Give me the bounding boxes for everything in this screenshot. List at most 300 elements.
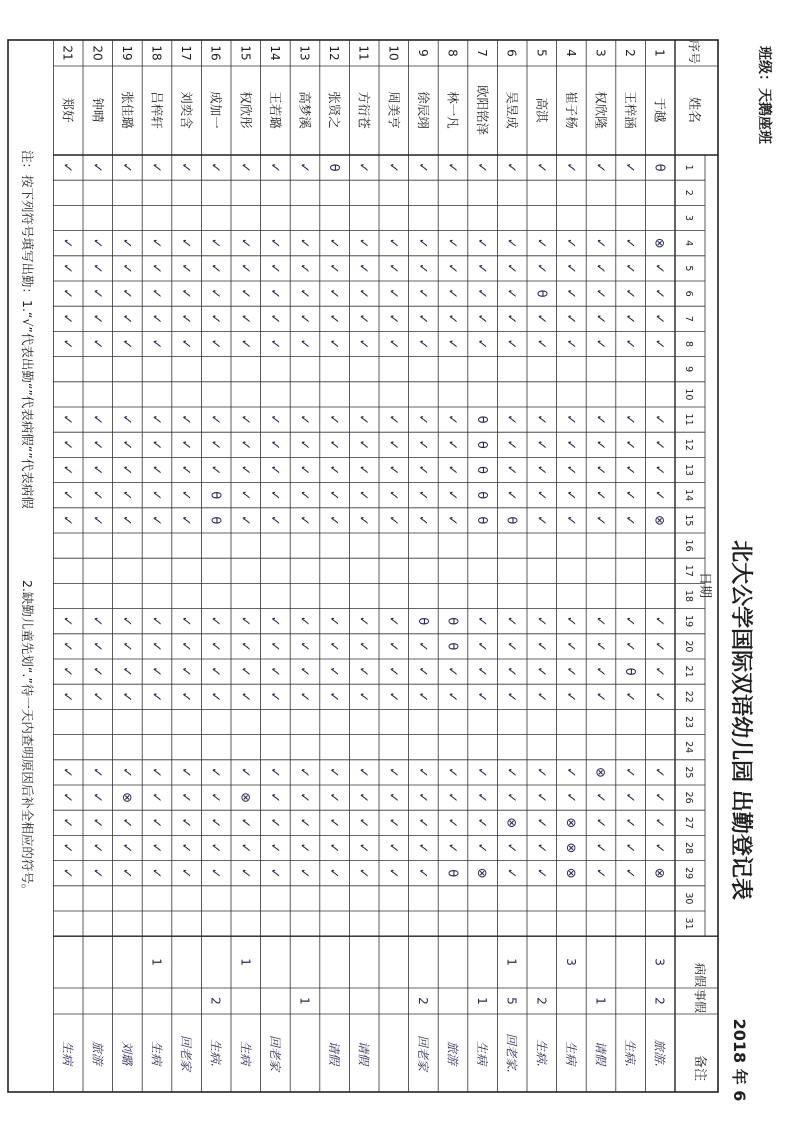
attendance-mark: ✓ [474,666,490,678]
attendance-mark: ✓ [385,464,401,476]
row-number: 14 [267,45,282,61]
attendance-mark: ✓ [592,666,608,678]
attendance-mark: ✓ [355,691,371,703]
attendance-mark: ✓ [207,288,223,300]
attendance-mark: ✓ [385,489,401,501]
attendance-mark: ✓ [89,464,105,476]
attendance-mark: ✓ [118,514,134,526]
attendance-mark: ✓ [355,262,371,274]
attendance-mark: ✓ [592,439,608,451]
attendance-mark: ✓ [562,666,578,678]
attendance-mark: ✓ [355,615,371,627]
attendance-mark: ✓ [326,313,342,325]
attendance-mark: ✓ [237,489,253,501]
attendance-mark: ✓ [355,162,371,174]
attendance-mark: ✓ [148,489,164,501]
attendance-mark: ✓ [355,640,371,652]
day-number: 19 [683,615,694,628]
day-number: 28 [683,841,694,855]
attendance-mark: ✓ [503,792,519,804]
attendance-mark: ✓ [296,666,312,678]
attendance-mark: ✓ [533,666,549,678]
attendance-mark: ✓ [266,615,282,627]
student-name: 郑好 [60,97,76,123]
day-number: 16 [683,539,694,552]
attendance-mark: ✓ [326,414,342,426]
attendance-mark: ⊗ [562,867,578,879]
attendance-mark: θ [326,163,342,172]
attendance-mark: ✓ [178,262,194,274]
attendance-mark: θ [503,516,519,525]
attendance-mark: ✓ [118,338,134,350]
remark-text: 生病. [208,1039,223,1067]
attendance-mark: ✓ [118,262,134,274]
attendance-mark: ✓ [148,262,164,274]
attendance-mark: ✓ [59,489,75,501]
row-number: 19 [119,45,134,61]
day-number: 9 [683,366,694,373]
attendance-mark: ✓ [89,313,105,325]
attendance-mark: ✓ [89,842,105,854]
attendance-mark: ✓ [474,691,490,703]
attendance-mark: ✓ [503,338,519,350]
attendance-mark: ✓ [118,288,134,300]
attendance-mark: ✓ [148,691,164,703]
attendance-mark: ✓ [414,338,430,350]
attendance-mark: ✓ [444,666,460,678]
attendance-mark: ✓ [385,162,401,174]
attendance-mark: ✓ [59,237,75,249]
attendance-mark: ✓ [503,288,519,300]
attendance-mark: ✓ [622,489,638,501]
attendance-mark: ✓ [266,439,282,451]
attendance-mark: ✓ [296,867,312,879]
attendance-mark: ✓ [651,464,667,476]
attendance-mark: ✓ [414,439,430,451]
student-name: 徐辰翊 [415,91,431,129]
table-row [267,45,283,1073]
attendance-mark: θ [474,415,490,424]
attendance-mark: ✓ [444,489,460,501]
attendance-mark: ✓ [592,262,608,274]
attendance-mark: ✓ [444,514,460,526]
attendance-mark: ✓ [533,313,549,325]
attendance-mark: ⊗ [651,867,667,879]
day-number: 10 [683,388,694,401]
row-number: 4 [563,49,578,57]
row-number: 12 [327,45,342,61]
attendance-mark: ✓ [296,489,312,501]
attendance-mark: ⊗ [651,237,667,249]
attendance-mark: ✓ [207,867,223,879]
attendance-mark: ✓ [385,817,401,829]
attendance-mark: ✓ [533,640,549,652]
attendance-mark: ✓ [118,666,134,678]
attendance-mark: ✓ [414,237,430,249]
attendance-mark: ✓ [622,842,638,854]
attendance-mark: ✓ [444,439,460,451]
attendance-mark: ✓ [414,288,430,300]
attendance-mark: ✓ [296,288,312,300]
attendance-mark: ✓ [266,237,282,249]
attendance-mark: ✓ [355,817,371,829]
class-label: 班级：天鹅座班 [756,46,772,144]
attendance-mark: ✓ [296,162,312,174]
attendance-mark: ✓ [266,414,282,426]
attendance-mark: ✓ [266,691,282,703]
attendance-mark: ✓ [266,313,282,325]
attendance-mark: ✓ [89,691,105,703]
attendance-mark: ✓ [355,792,371,804]
attendance-mark: ✓ [207,313,223,325]
table-row [356,45,372,1067]
attendance-mark: ✓ [266,262,282,274]
table-row [326,45,342,1067]
attendance-mark: ✓ [355,414,371,426]
row-number: 21 [60,45,75,61]
row-number: 3 [593,49,608,57]
attendance-mark: ✓ [178,162,194,174]
attendance-mark: ✓ [178,464,194,476]
attendance-mark: ✓ [266,288,282,300]
attendance-mark: ✓ [651,338,667,350]
attendance-mark: ✓ [237,313,253,325]
attendance-mark: ✓ [59,766,75,778]
student-name: 周美亨 [386,91,402,129]
student-name: 刘奕含 [179,91,195,129]
attendance-mark: ✓ [444,792,460,804]
student-name: 高梦溪 [297,91,313,129]
attendance-mark: ✓ [592,489,608,501]
remark-text: 生病 [60,1040,75,1066]
attendance-mark: ✓ [237,338,253,350]
attendance-mark: ✓ [503,313,519,325]
attendance-mark: ✓ [237,439,253,451]
attendance-mark: ✓ [622,237,638,249]
row-number: 6 [504,49,519,57]
personal-leave-count: 2 [652,997,667,1005]
student-name: 吴昱成 [504,91,520,129]
attendance-mark: θ [444,642,460,651]
attendance-mark: ✓ [266,162,282,174]
attendance-mark: ✓ [562,640,578,652]
remark-text: 生病. [623,1039,638,1067]
attendance-mark: ✓ [178,414,194,426]
personal-leave-count: 1 [593,997,608,1005]
attendance-mark: ✓ [118,439,134,451]
table-row [237,45,253,1067]
attendance-mark: ✓ [622,867,638,879]
sick-leave-count: 1 [238,958,253,966]
attendance-mark: ✓ [385,288,401,300]
attendance-mark: ✓ [592,867,608,879]
attendance-mark: ✓ [503,640,519,652]
attendance-mark: ✓ [503,766,519,778]
attendance-mark: ✓ [118,817,134,829]
attendance-mark: ✓ [414,464,430,476]
attendance-mark: ✓ [444,464,460,476]
attendance-mark: ✓ [651,842,667,854]
attendance-mark: ✓ [326,766,342,778]
attendance-mark: θ [414,617,430,626]
attendance-mark: ✓ [622,262,638,274]
sheet-title: 北大公学国际双语幼儿园 出勤登记表 [728,540,753,900]
attendance-mark: ✓ [59,288,75,300]
attendance-mark: ✓ [385,414,401,426]
attendance-mark: ✓ [385,615,401,627]
attendance-mark: ✓ [355,464,371,476]
attendance-mark: ✓ [385,514,401,526]
attendance-mark: ✓ [266,666,282,678]
day-number: 1 [683,164,694,171]
attendance-mark: ⊗ [651,514,667,526]
attendance-mark: ✓ [385,792,401,804]
header-remark: 备注 [692,1054,707,1082]
row-number: 5 [534,49,549,57]
attendance-mark: ✓ [178,666,194,678]
attendance-mark: ✓ [296,691,312,703]
attendance-mark: ✓ [444,766,460,778]
attendance-mark: ✓ [444,162,460,174]
attendance-mark: ✓ [178,817,194,829]
attendance-mark: ✓ [592,615,608,627]
attendance-mark: ✓ [414,313,430,325]
table-row [415,49,431,1073]
attendance-mark: ✓ [651,615,667,627]
attendance-mark: ✓ [622,439,638,451]
attendance-mark: ⊗ [118,792,134,804]
student-name: 王若璐 [267,91,283,129]
attendance-mark: ✓ [118,237,134,249]
attendance-mark: ✓ [296,615,312,627]
attendance-mark: ✓ [592,817,608,829]
attendance-mark: ✓ [651,640,667,652]
attendance-mark: ✓ [148,464,164,476]
attendance-mark: ✓ [148,817,164,829]
attendance-mark: ✓ [622,464,638,476]
attendance-mark: ✓ [562,489,578,501]
row-number: 17 [179,45,194,61]
attendance-mark: ✓ [59,842,75,854]
remark-text: 请假 [593,1040,608,1066]
remark-text: 旅游 [445,1040,460,1066]
attendance-mark: ✓ [533,237,549,249]
attendance-mark: ✓ [148,414,164,426]
remark-text: 旅游. [652,1039,667,1067]
attendance-mark: ✓ [178,640,194,652]
attendance-mark: ✓ [592,313,608,325]
attendance-mark: ✓ [355,514,371,526]
day-number: 8 [683,340,694,348]
attendance-mark: ✓ [326,338,342,350]
attendance-mark: ✓ [622,766,638,778]
attendance-mark: ✓ [651,262,667,274]
attendance-mark: ✓ [355,338,371,350]
attendance-mark: ✓ [178,237,194,249]
attendance-mark: ✓ [326,792,342,804]
attendance-mark: ✓ [474,842,490,854]
attendance-mark: ✓ [474,338,490,350]
attendance-mark: ✓ [355,489,371,501]
attendance-mark: ✓ [385,867,401,879]
attendance-mark: ✓ [237,414,253,426]
attendance-mark: ✓ [474,237,490,249]
attendance-mark: θ [622,667,638,676]
attendance-mark: ✓ [385,691,401,703]
attendance-mark: ✓ [533,792,549,804]
attendance-mark: ✓ [326,237,342,249]
attendance-mark: ✓ [296,766,312,778]
attendance-mark: ⊗ [237,792,253,804]
attendance-mark: ✓ [651,313,667,325]
day-number: 11 [683,413,694,426]
attendance-mark: ✓ [326,439,342,451]
attendance-mark: ✓ [237,288,253,300]
attendance-mark: ⊗ [474,867,490,879]
attendance-mark: ✓ [533,489,549,501]
attendance-mark: ✓ [592,414,608,426]
student-name: 于越 [652,97,668,123]
attendance-mark: ✓ [622,162,638,174]
personal-leave-count: 2 [534,997,549,1005]
day-number-row [683,165,694,930]
attendance-mark: ✓ [207,237,223,249]
student-name: 吕梓轩 [149,91,165,129]
attendance-mark: ✓ [474,615,490,627]
attendance-mark: ✓ [592,288,608,300]
day-number: 20 [683,640,694,653]
student-rows [60,45,668,1073]
attendance-mark: ✓ [355,288,371,300]
attendance-mark: ✓ [474,766,490,778]
remark-text: 旅游 [90,1040,105,1066]
attendance-mark: ✓ [414,691,430,703]
attendance-mark: θ [474,491,490,500]
personal-leave-count: 1 [297,997,312,1005]
attendance-mark: ✓ [622,817,638,829]
attendance-mark: ✓ [651,766,667,778]
attendance-mark: ✓ [622,313,638,325]
attendance-mark: ✓ [385,313,401,325]
attendance-mark: ✓ [266,867,282,879]
attendance-mark: θ [444,617,460,626]
sick-leave-count: 1 [149,958,164,966]
attendance-mark: ✓ [592,691,608,703]
attendance-mark: ✓ [207,262,223,274]
attendance-mark: ✓ [474,640,490,652]
attendance-mark: θ [207,491,223,500]
header-seq: 序号 [687,39,701,65]
attendance-mark: ✓ [59,691,75,703]
header-personal-leave: 事假 [693,988,707,1014]
attendance-mark: ✓ [266,489,282,501]
attendance-mark: ✓ [266,338,282,350]
attendance-mark: ✓ [503,439,519,451]
attendance-mark: ✓ [622,414,638,426]
attendance-mark: ✓ [296,414,312,426]
attendance-mark: ✓ [444,288,460,300]
attendance-mark: ✓ [266,640,282,652]
attendance-mark: ✓ [355,237,371,249]
attendance-mark: ✓ [178,514,194,526]
attendance-mark: ✓ [266,842,282,854]
attendance-mark: ✓ [385,766,401,778]
sick-leave-count: 1 [504,958,519,966]
attendance-mark: ✓ [503,842,519,854]
row-number: 13 [297,45,312,61]
day-number: 23 [683,715,694,729]
attendance-mark: ✓ [89,817,105,829]
attendance-mark: ✓ [355,867,371,879]
attendance-mark: ✓ [89,666,105,678]
attendance-mark: ✓ [59,414,75,426]
attendance-mark: ✓ [592,464,608,476]
table-border [8,40,718,1092]
attendance-mark: ✓ [562,262,578,274]
attendance-mark: ✓ [326,288,342,300]
attendance-mark: ✓ [474,288,490,300]
attendance-mark: ✓ [207,414,223,426]
day-number: 7 [683,315,694,322]
personal-leave-count: 2 [208,997,223,1005]
day-number: 15 [683,514,694,527]
attendance-mark: ✓ [503,464,519,476]
row-number: 18 [149,45,164,61]
attendance-mark: ✓ [651,414,667,426]
attendance-mark: ✓ [89,288,105,300]
day-number: 5 [683,265,694,272]
attendance-mark: ✓ [178,842,194,854]
attendance-mark: ✓ [89,489,105,501]
attendance-mark: ✓ [89,338,105,350]
attendance-mark: ✓ [59,817,75,829]
attendance-mark: ✓ [237,237,253,249]
attendance-mark: ✓ [266,464,282,476]
attendance-mark: ✓ [622,288,638,300]
attendance-mark: ✓ [503,414,519,426]
attendance-mark: ✓ [503,615,519,627]
attendance-mark: ✓ [178,313,194,325]
attendance-mark: ✓ [207,615,223,627]
attendance-mark: ✓ [503,666,519,678]
student-name: 成加一 [208,91,224,129]
attendance-mark: ✓ [622,691,638,703]
attendance-mark: ✓ [118,867,134,879]
attendance-mark: ✓ [89,615,105,627]
remark-text: 回老家 [415,1034,430,1072]
attendance-mark: ✓ [207,439,223,451]
day-number: 4 [683,240,694,247]
row-number: 2 [623,49,638,57]
remark-text: 回老家 [179,1034,194,1072]
attendance-mark: ✓ [89,867,105,879]
attendance-mark: ✓ [414,867,430,879]
attendance-mark: ✓ [296,313,312,325]
attendance-mark: ✓ [296,792,312,804]
attendance-mark: ✓ [503,489,519,501]
student-name: 权欣彤 [238,91,254,129]
attendance-mark: ✓ [562,288,578,300]
attendance-mark: ✓ [562,464,578,476]
attendance-mark: ✓ [622,338,638,350]
attendance-mark: ✓ [444,338,460,350]
attendance-mark: ✓ [89,792,105,804]
attendance-mark: ✓ [59,162,75,174]
day-number: 30 [683,892,694,905]
table-row [89,45,105,1067]
attendance-mark: ✓ [118,313,134,325]
header-sick-leave: 病假 [693,962,707,988]
